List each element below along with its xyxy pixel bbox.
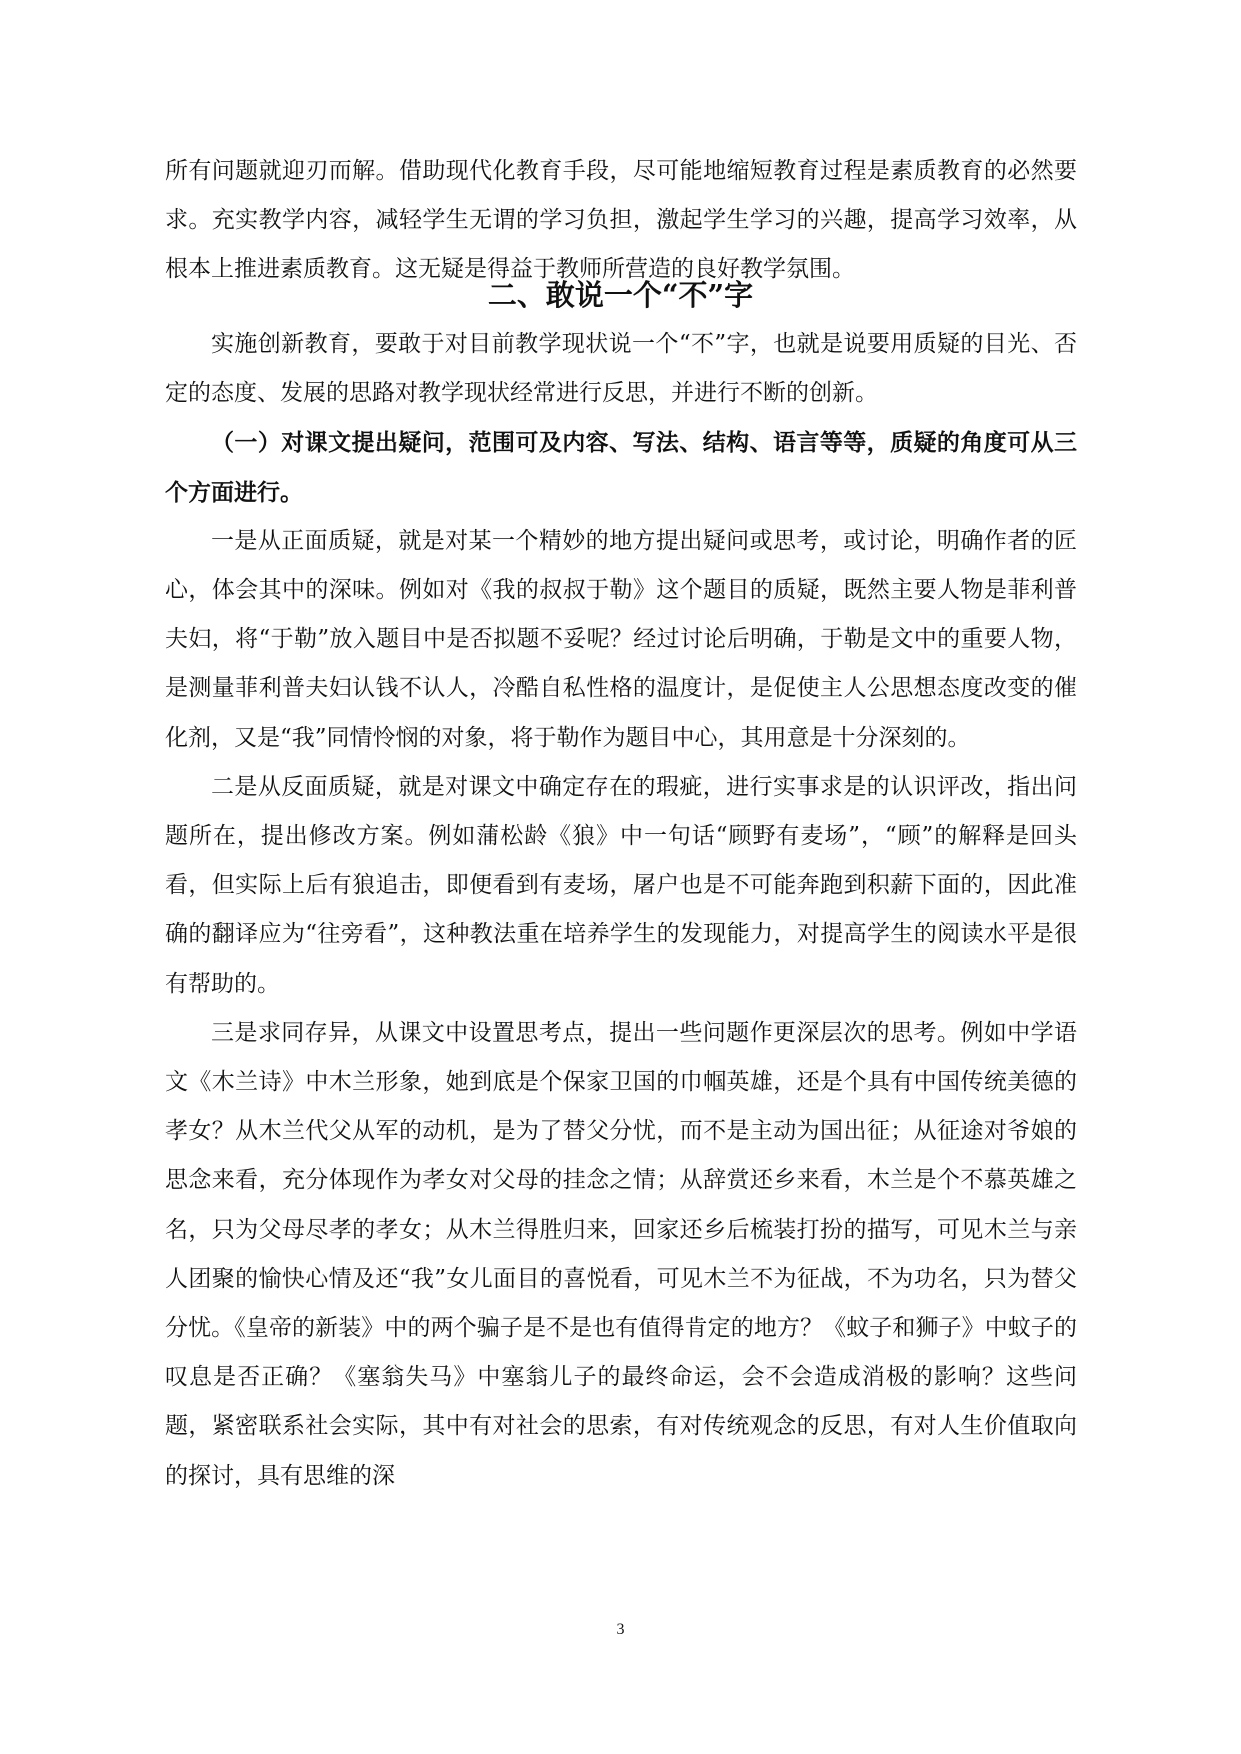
- section-body: [165, 320, 1077, 1501]
- positive-questioning-paragraph: 一是从正面质疑，就是对某一个精妙的地方提出疑问或思考，或讨论，明确作者的匠心，体会其中的深味。例如对《我的叔叔于勒》这个题目的质疑，既然主要人物是菲利普夫妇，将“于勒”放入题目中是否拟题不妥呢？经过讨论后明确，于勒是文中的重要人物，是测量菲利普夫妇认钱不认人，冷酷自私性格的温度计，是促使主人公思想态度改变的催化剂，又是“我”同情怜悯的对象，将于勒作为题目中心，其用意是十分深刻的。: [165, 527, 1077, 751]
- page-number: 3: [616, 1621, 625, 1638]
- section-heading: 二、敢说一个“不”字: [487, 278, 754, 312]
- intro-paragraph-block: [165, 147, 1077, 295]
- intro-paragraph: 所有问题就迎刃而解。借助现代化教育手段，尽可能地缩短教育过程是素质教育的必然要求。充实教学内容，减轻学生无谓的学习负担，激起学生学习的兴趣，提高学习效率，从根本上推进素质教育。这无疑是得益于教师所营造的良好教学氛围。: [165, 158, 1077, 283]
- section-intro-paragraph: 实施创新教育，要敢于对目前教学现状说一个“不”字，也就是说要用质疑的目光、否定的态度、发展的思路对教学现状经常进行反思，并进行不断的创新。: [165, 331, 1077, 407]
- seek-common-ground-paragraph: 三是求同存异，从课文中设置思考点，提出一些问题作更深层次的思考。例如中学语文《木兰诗》中木兰形象，她到底是个保家卫国的巾帼英雄，还是个具有中国传统美德的孝女？从木兰代父从军的动机，是为了替父分忧，而不是主动为国出征；从征途对爷娘的思念来看，充分体现作为孝女对父母的挂念之情；从辞赏还乡来看，木兰是个不慕英雄之名，只为父母尽孝的孝女；从木兰得胜归来，回家还乡后梳装打扮的描写，可见木兰与亲人团聚的愉快心情及还“我”女儿面目的喜悦看，可见木兰不为征战，不为功名，只为替父分忧。《皇帝的新装》中的两个骗子是不是也有值得肯定的地方？《蚊子和狮子》中蚊子的叹息是否正确？《塞翁失马》中塞翁儿子的最终命运，会不会造成消极的影响？这些问题，紧密联系社会实际，其中有对社会的思索，有对传统观念的反思，有对人生价值取向的探讨，具有思维的深: [165, 1019, 1077, 1489]
- subsection-heading: （一）对课文提出疑问，范围可及内容、写法、结构、语言等等，质疑的角度可从三个方面进行。: [165, 429, 1077, 506]
- negative-questioning-paragraph: 二是从反面质疑，就是对课文中确定存在的瑕疵，进行实事求是的认识评改，指出问题所在，提出修改方案。例如蒲松龄《狼》中一句话“顾野有麦场”，“顾”的解释是回头看，但实际上后有狼追击，即便看到有麦场，屠户也是不可能奔跑到积薪下面的，因此准确的翻译应为“往旁看”，这种教法重在培养学生的发现能力，对提高学生的阅读水平是很有帮助的。: [165, 773, 1077, 997]
